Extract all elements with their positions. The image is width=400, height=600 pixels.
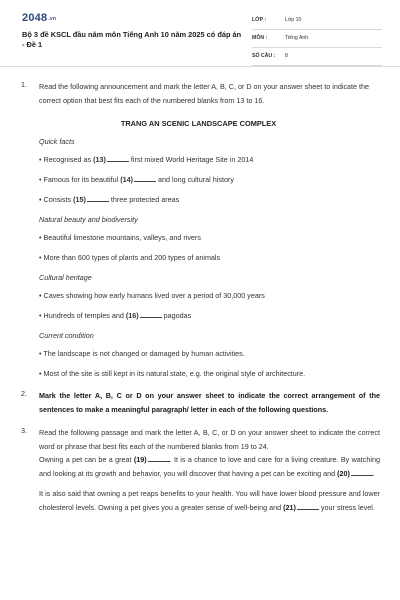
- question-number: 2.: [21, 389, 27, 398]
- answer-blank[interactable]: [351, 469, 373, 476]
- section-heading: Quick facts: [39, 137, 75, 146]
- list-item: • More than 600 types of plants and 200 types of animals: [39, 253, 221, 262]
- question-1: [0, 80, 400, 379]
- blank-number: (21): [283, 502, 296, 512]
- exam-meta-panel: [252, 15, 382, 69]
- passage-text: your stress level.: [318, 502, 375, 512]
- list-item: [39, 175, 380, 185]
- passage-text: It is also said that owning a pet reaps benefits to your health. You will have lower blood pressure and lower cholesterol levels. Owning a pet gives you a greater sense of well-being and: [39, 489, 380, 512]
- list-item: • The landscape is not changed or damaged by human activities.: [39, 349, 245, 358]
- meta-row-question-count: [252, 51, 382, 66]
- document-title: Bộ 3 đề KSCL đầu năm môn Tiếng Anh 10 năm 2025 có đáp án - Đề 1: [22, 30, 242, 49]
- list-item: [39, 311, 380, 321]
- question-number: 3.: [21, 426, 27, 435]
- passage-text: .: [372, 468, 375, 478]
- item-text: first mixed World Heritage Site in 2014: [128, 155, 254, 164]
- answer-blank[interactable]: [140, 311, 162, 318]
- page-header: [0, 0, 400, 64]
- list-item: • Beautiful limestone mountains, valleys, and rivers: [39, 233, 201, 242]
- question-2: [0, 389, 400, 416]
- meta-row-class: [252, 15, 382, 30]
- section-heading: Current condition: [39, 331, 94, 340]
- question-3: [0, 426, 400, 514]
- answer-blank[interactable]: [148, 455, 170, 462]
- item-text: • Hundreds of temples and: [39, 311, 126, 320]
- blank-number: (15): [73, 195, 86, 204]
- passage-text: Owning a pet can be a great: [39, 455, 134, 464]
- blank-number: (19): [133, 455, 147, 464]
- site-logo[interactable]: [22, 12, 56, 24]
- item-text: • Consists: [39, 195, 74, 204]
- item-text: and long cultural history: [156, 175, 234, 184]
- blank-number: (13): [93, 155, 106, 164]
- meta-row-subject: [252, 33, 382, 48]
- list-item: • Caves showing how early humans lived over a period of 30,000 years: [39, 291, 265, 300]
- item-text: three protected areas: [108, 195, 180, 204]
- exam-content: [0, 80, 400, 514]
- announcement-title: TRANG AN SCENIC LANDSCAPE COMPLEX: [120, 119, 277, 128]
- blank-number: (14): [120, 175, 134, 184]
- item-text: • Recognised as: [39, 155, 94, 164]
- blank-number: (16): [125, 311, 139, 320]
- item-text: pagodas: [161, 311, 192, 320]
- blank-number: (20): [337, 468, 350, 478]
- answer-blank[interactable]: [297, 503, 319, 510]
- answer-blank[interactable]: [134, 175, 156, 182]
- answer-blank[interactable]: [87, 195, 109, 202]
- meta-value: 8: [285, 53, 288, 59]
- meta-key: LỚP :: [252, 17, 267, 23]
- list-item: [39, 155, 380, 165]
- list-item: • Most of the site is still kept in its natural state, e.g. the original style of architecture.: [39, 369, 306, 378]
- list-item: [39, 195, 380, 205]
- question-instruction: Read the following passage and mark the letter A, B, C, or D on your answer sheet to indicate the correct word or phrase that best fits each of the numbered blanks from 19 to 24.: [39, 428, 380, 451]
- section-heading: Cultural heritage: [39, 273, 92, 282]
- passage-paragraph: [39, 487, 380, 514]
- header-divider: [0, 66, 400, 67]
- logo-tld: .vn: [48, 16, 57, 22]
- passage-paragraph: [39, 453, 380, 480]
- passage-text: . It is a chance to love and care for a living creature. By watching and looking at its growth and behavior, you will discover that having a pet can be exciting and: [39, 455, 380, 478]
- question-instruction: Mark the letter A, B, C or D on your answer sheet to indicate the correct arrangement of the sentences to make a meaningful paragraph/ letter in each of the following questions.: [39, 391, 380, 414]
- meta-value: Tiếng Anh: [285, 35, 309, 41]
- logo-main: 2048: [22, 12, 48, 24]
- section-heading: Natural beauty and biodiversity: [39, 215, 138, 224]
- answer-blank[interactable]: [107, 155, 129, 162]
- meta-key: SỐ CÂU :: [252, 53, 276, 59]
- item-text: • Famous for its beautiful: [39, 175, 121, 184]
- meta-value: Lớp 10: [285, 17, 302, 23]
- question-instruction: Read the following announcement and mark the letter A, B, C, or D on your answer sheet to indicate the correct option that best fits each of the numbered blanks from 13 to 16.: [39, 82, 370, 105]
- question-number: 1.: [21, 80, 27, 89]
- meta-key: MÔN :: [252, 35, 268, 41]
